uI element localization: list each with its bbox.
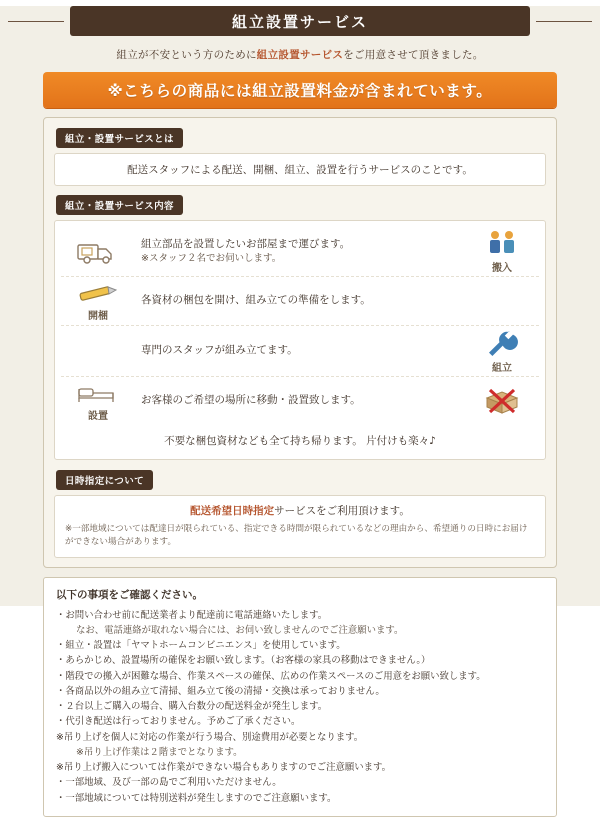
about-description: 配送スタッフによる配送、開梱、組立、設置を行うサービスのことです。: [54, 153, 546, 186]
subtitle-post: をご用意させて頂きました。: [343, 49, 484, 61]
list-item: ・２台以上ご購入の場合、購入台数分の配送料金が発生します。: [56, 701, 328, 713]
list-item: ※吊り上げ搬入については作業ができない場合もありますのでご注意願います。: [56, 762, 392, 774]
service-step-text: [135, 343, 465, 358]
service-step-row: [61, 226, 539, 276]
content-tag-wrap: [56, 194, 546, 215]
list-item: ※吊り上げ作業は２階までとなります。: [76, 746, 243, 758]
service-step-text: [135, 293, 465, 308]
list-item: ・あらかじめ、設置場所の確保をお願い致します。（お客様の家具の移動はできません。）: [56, 655, 431, 667]
wrench-icon: [465, 328, 539, 374]
page-root: [0, 6, 600, 804]
list-item: ・お問い合わせ前に配送業者より配達前に電話連絡いたします。: [56, 609, 328, 621]
page-title: 組立設置サービス: [231, 12, 368, 31]
about-tag-wrap: [56, 127, 546, 148]
notice-list: [56, 608, 544, 806]
list-item: ・階段での搬入が困難な場合、作業スペースの確保、広めの作業スペースのご用意をお願い致します。: [56, 670, 486, 682]
step-text-main: 組立部品を設置したいお部屋まで運びます。: [141, 237, 351, 250]
date-description-box: [54, 495, 546, 558]
service-step-row: [61, 376, 539, 425]
date-lead: [65, 503, 535, 518]
list-item: ※吊り上げを個人に対応の作業が行う場合、別途費用が必要となります。: [56, 731, 364, 743]
service-step-row: [61, 276, 539, 325]
subtitle-pre: 組立が不安という方のために: [116, 49, 257, 61]
no-packing-waste-icon: [465, 386, 539, 416]
step-text-main: お客様のご希望の場所に移動・設置致します。: [141, 394, 361, 407]
date-tag-wrap: [56, 469, 546, 490]
list-item: ・組立・設置は「ヤマトホームコンビニエンス」を使用しています。: [56, 640, 346, 652]
list-item: ・代引き配送は行っておりません。予めご了承ください。: [56, 716, 301, 728]
list-item: ・各商品以外の組み立て清掃、組み立て後の清掃・交換は承っておりません。: [56, 685, 385, 697]
subtitle-accent: 組立設置サービス: [256, 49, 344, 61]
list-item: ・一部地域、及び一部の島でご利用いただけません。: [56, 777, 282, 789]
content-tag: 組立・設置サービス内容: [56, 195, 183, 215]
banner-text: ※こちらの商品には組立設置料金が含まれています。: [107, 82, 493, 100]
date-tag: 日時指定について: [56, 470, 153, 490]
page-subtitle: [0, 47, 600, 62]
date-section: [54, 469, 546, 558]
step-right-label: 組立: [492, 363, 512, 374]
step-right-label: 搬入: [492, 263, 512, 274]
service-step-text: [135, 237, 465, 266]
service-step-row: [61, 325, 539, 376]
notice-section: [43, 577, 557, 817]
step-left-label: 開梱: [88, 310, 108, 322]
date-small-note: ※一部地域については配達日が限られている、指定できる時間が限られているなどの理由から、希望通りの日時にお届けができない場合があります。: [65, 524, 528, 547]
list-item: なお、電話連絡が取れない場合には、お伺い致しませんのでご注意願います。: [76, 625, 404, 637]
step-text-sub: ※スタッフ２名でお伺いします。: [141, 252, 282, 264]
box-truck-icon: [61, 236, 135, 266]
step-left-label: 設置: [88, 410, 108, 422]
bed-icon: [61, 381, 135, 422]
date-lead-post: サービスをご利用頂けます。: [274, 505, 410, 517]
service-card: [43, 117, 557, 568]
two-workers-icon: [465, 228, 539, 274]
closing-note: 不要な梱包資材なども全て持ち帰ります。 片付けも楽々♪: [164, 435, 436, 447]
notice-heading: 以下の事項をご確認ください。: [56, 588, 203, 601]
page-title-bar: [70, 6, 530, 36]
step-text-main: 各資材の梱包を開け、組み立ての準備をします。: [141, 294, 371, 307]
about-tag: 組立・設置サービスとは: [56, 128, 183, 148]
step-text-main: 専門のスタッフが組み立てます。: [141, 344, 298, 357]
service-steps: [54, 220, 546, 460]
included-fee-banner: [43, 72, 557, 108]
list-item: ・一部地域については特別送料が発生しますのでご注意願います。: [56, 792, 337, 804]
date-lead-accent: 配送希望日時指定: [190, 505, 275, 517]
service-step-text: [135, 393, 465, 408]
cutter-knife-icon: [61, 281, 135, 322]
